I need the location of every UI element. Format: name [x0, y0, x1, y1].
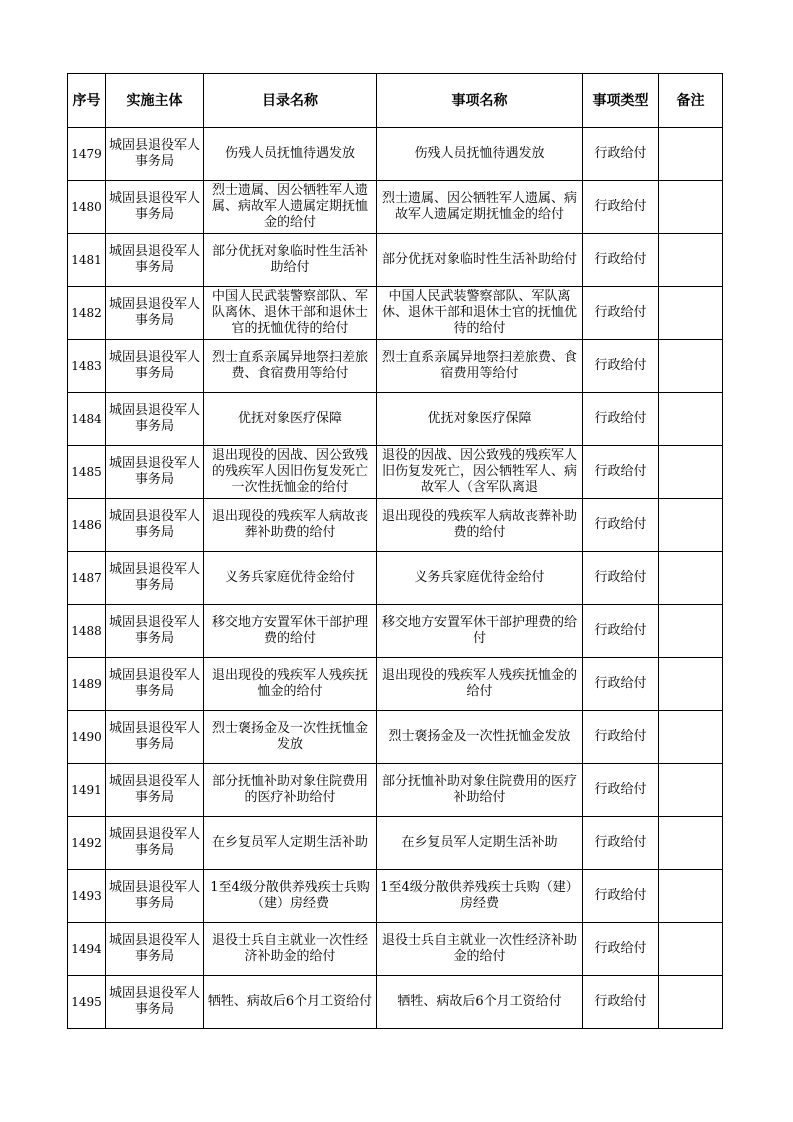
- cell-note: [659, 128, 723, 181]
- table-row: [68, 923, 723, 976]
- cell-catalog-name: [204, 870, 377, 923]
- cell-note: [659, 552, 723, 605]
- cell-note: [659, 499, 723, 552]
- table-row: [68, 552, 723, 605]
- cell-catalog-name: [204, 658, 377, 711]
- cell-subject: [106, 181, 204, 234]
- cell-item-name: [377, 499, 583, 552]
- cell-item-name-text: 退出现役的残疾军人病故丧葬补助费的给付: [381, 509, 577, 540]
- cell-catalog-name-text: 伤残人员抚恤待遇发放: [224, 146, 355, 161]
- cell-subject: [106, 711, 204, 764]
- cell-item-name: [377, 923, 583, 976]
- cell-subject: [106, 234, 204, 287]
- cell-item-name: [377, 340, 583, 393]
- cell-item-type-text: 行政给付: [594, 676, 647, 691]
- cell-item-name: [377, 128, 583, 181]
- cell-index-text: 1480: [71, 200, 102, 214]
- cell-item-type-text: 行政给付: [594, 199, 647, 214]
- cell-subject: [106, 128, 204, 181]
- cell-subject-text: 城固县退役军人事务局: [109, 880, 200, 911]
- cell-index: [68, 287, 106, 340]
- cell-item-name: [377, 764, 583, 817]
- cell-index-text: 1494: [71, 942, 102, 956]
- cell-index-text: 1485: [71, 465, 102, 479]
- cell-catalog-name-text: 退役士兵自主就业一次性经济补助金的给付: [211, 933, 368, 964]
- cell-catalog-name: [204, 181, 377, 234]
- cell-subject: [106, 287, 204, 340]
- cell-item-type: [583, 499, 659, 552]
- cell-note: [659, 976, 723, 1029]
- header-note: 备注: [659, 74, 723, 128]
- cell-subject-text: 城固县退役军人事务局: [109, 138, 200, 169]
- cell-item-name-text: 义务兵家庭优待金给付: [414, 570, 545, 585]
- cell-item-type: [583, 817, 659, 870]
- cell-item-type: [583, 658, 659, 711]
- cell-item-type: [583, 234, 659, 287]
- cell-item-name: [377, 287, 583, 340]
- table-header-row: [68, 74, 723, 128]
- cell-catalog-name: [204, 605, 377, 658]
- cell-item-name-text: 1至4级分散供养残疾士兵购（建）房经费: [380, 880, 579, 911]
- cell-item-type: [583, 393, 659, 446]
- cell-item-name-text: 中国人民武装警察部队、军队离休、退休干部和退休士官的抚恤优待的给付: [381, 289, 577, 336]
- table-row: [68, 340, 723, 393]
- cell-subject: [106, 923, 204, 976]
- cell-note: [659, 393, 723, 446]
- cell-item-type: [583, 870, 659, 923]
- cell-subject-text: 城固县退役军人事务局: [109, 774, 200, 805]
- cell-subject-text: 城固县退役军人事务局: [109, 191, 200, 222]
- cell-index-text: 1481: [71, 253, 102, 267]
- cell-subject: [106, 499, 204, 552]
- cell-item-name-text: 退役的因战、因公致残的残疾军人旧伤复发死亡，因公牺牲军人、病故军人（含军队离退: [381, 448, 577, 495]
- cell-item-type: [583, 181, 659, 234]
- cell-item-name: [377, 446, 583, 499]
- cell-item-type-text: 行政给付: [594, 252, 647, 267]
- cell-subject-text: 城固县退役军人事务局: [109, 562, 200, 593]
- cell-item-name: [377, 605, 583, 658]
- cell-catalog-name: [204, 976, 377, 1029]
- cell-subject: [106, 340, 204, 393]
- cell-item-type-text: 行政给付: [594, 146, 647, 161]
- cell-item-name-text: 优抚对象医疗保障: [427, 411, 532, 426]
- cell-index-text: 1486: [71, 518, 102, 532]
- cell-item-name-text: 伤残人员抚恤待遇发放: [414, 146, 545, 161]
- header-item-type: 事项类型: [583, 74, 659, 128]
- cell-index: [68, 605, 106, 658]
- cell-catalog-name-text: 中国人民武装警察部队、军队离休、退休干部和退休士官的抚恤优待的给付: [211, 289, 368, 336]
- cell-index-text: 1483: [71, 359, 102, 373]
- cell-item-type: [583, 923, 659, 976]
- table-row: [68, 976, 723, 1029]
- cell-index-text: 1479: [71, 147, 102, 161]
- cell-item-name-text: 烈士遗属、因公牺牲军人遗属、病故军人遗属定期抚恤金的给付: [381, 191, 577, 222]
- cell-catalog-name-text: 义务兵家庭优待金给付: [224, 570, 355, 585]
- cell-note: [659, 870, 723, 923]
- catalog-table-container: [67, 73, 722, 1029]
- cell-item-name-text: 移交地方安置军休干部护理费的给付: [381, 615, 577, 646]
- cell-item-type-text: 行政给付: [594, 729, 647, 744]
- cell-item-name: [377, 711, 583, 764]
- cell-item-type: [583, 976, 659, 1029]
- cell-catalog-name-text: 牺牲、病故后6个月工资给付: [207, 994, 373, 1009]
- cell-note: [659, 446, 723, 499]
- cell-item-name: [377, 393, 583, 446]
- cell-note: [659, 658, 723, 711]
- cell-index: [68, 234, 106, 287]
- cell-catalog-name: [204, 234, 377, 287]
- table-body: [68, 128, 723, 1029]
- cell-index: [68, 393, 106, 446]
- cell-index-text: 1482: [71, 306, 102, 320]
- table-row: [68, 181, 723, 234]
- cell-item-type-text: 行政给付: [594, 464, 647, 479]
- cell-item-type: [583, 552, 659, 605]
- cell-item-name-text: 牺牲、病故后6个月工资给付: [397, 994, 562, 1009]
- cell-item-type: [583, 287, 659, 340]
- cell-item-type-text: 行政给付: [594, 623, 647, 638]
- cell-note: [659, 817, 723, 870]
- cell-index-text: 1495: [71, 995, 102, 1009]
- cell-subject: [106, 976, 204, 1029]
- cell-catalog-name: [204, 499, 377, 552]
- cell-catalog-name-text: 移交地方安置军休干部护理费的给付: [211, 615, 368, 646]
- cell-item-type-text: 行政给付: [594, 305, 647, 320]
- cell-index-text: 1492: [71, 836, 102, 850]
- table-row: [68, 446, 723, 499]
- cell-item-type-text: 行政给付: [594, 517, 647, 532]
- cell-note: [659, 711, 723, 764]
- cell-catalog-name-text: 退出现役的因战、因公致残的残疾军人因旧伤复发死亡一次性抚恤金的给付: [211, 448, 368, 495]
- cell-note: [659, 234, 723, 287]
- cell-item-name-text: 部分抚恤补助对象住院费用的医疗补助给付: [381, 774, 577, 805]
- cell-index: [68, 446, 106, 499]
- header-catalog-name: 目录名称: [204, 74, 377, 128]
- cell-index: [68, 658, 106, 711]
- cell-index-text: 1487: [71, 571, 102, 585]
- cell-item-name: [377, 817, 583, 870]
- cell-catalog-name-text: 优抚对象医疗保障: [237, 411, 342, 426]
- table-row: [68, 658, 723, 711]
- cell-index: [68, 340, 106, 393]
- cell-index-text: 1489: [71, 677, 102, 691]
- cell-index-text: 1490: [71, 730, 102, 744]
- cell-catalog-name-text: 在乡复员军人定期生活补助: [211, 835, 368, 850]
- cell-note: [659, 923, 723, 976]
- cell-index: [68, 711, 106, 764]
- cell-index: [68, 128, 106, 181]
- cell-catalog-name-text: 部分优抚对象临时性生活补助给付: [211, 244, 368, 275]
- cell-subject: [106, 552, 204, 605]
- cell-item-type: [583, 764, 659, 817]
- cell-item-type: [583, 711, 659, 764]
- table-row: [68, 870, 723, 923]
- cell-item-name: [377, 658, 583, 711]
- cell-note: [659, 340, 723, 393]
- cell-index: [68, 976, 106, 1029]
- cell-item-type-text: 行政给付: [594, 835, 647, 850]
- cell-catalog-name: [204, 764, 377, 817]
- cell-item-type-text: 行政给付: [594, 411, 647, 426]
- cell-index: [68, 870, 106, 923]
- table-row: [68, 711, 723, 764]
- cell-item-name: [377, 181, 583, 234]
- cell-subject: [106, 605, 204, 658]
- cell-note: [659, 181, 723, 234]
- cell-subject: [106, 393, 204, 446]
- table-row: [68, 128, 723, 181]
- table-row: [68, 817, 723, 870]
- cell-catalog-name-text: 退出现役的残疾军人残疾抚恤金的给付: [211, 668, 368, 699]
- cell-index: [68, 552, 106, 605]
- cell-catalog-name: [204, 817, 377, 870]
- cell-item-type-text: 行政给付: [594, 888, 647, 903]
- cell-note: [659, 605, 723, 658]
- cell-index: [68, 764, 106, 817]
- cell-subject: [106, 870, 204, 923]
- cell-subject: [106, 446, 204, 499]
- cell-item-name-text: 在乡复员军人定期生活补助: [401, 835, 558, 850]
- cell-index: [68, 923, 106, 976]
- cell-subject: [106, 764, 204, 817]
- cell-item-type: [583, 446, 659, 499]
- header-subject: 实施主体: [106, 74, 204, 128]
- cell-subject-text: 城固县退役军人事务局: [109, 456, 200, 487]
- cell-subject-text: 城固县退役军人事务局: [109, 403, 200, 434]
- cell-item-name-text: 烈士褒扬金及一次性抚恤金发放: [388, 729, 571, 744]
- cell-note: [659, 764, 723, 817]
- cell-catalog-name-text: 烈士褒扬金及一次性抚恤金发放: [211, 721, 368, 752]
- cell-item-type: [583, 128, 659, 181]
- cell-item-type-text: 行政给付: [594, 941, 647, 956]
- cell-index: [68, 181, 106, 234]
- cell-subject-text: 城固县退役军人事务局: [109, 986, 200, 1017]
- cell-index: [68, 817, 106, 870]
- cell-index: [68, 499, 106, 552]
- cell-item-name: [377, 870, 583, 923]
- header-item-name: 事项名称: [377, 74, 583, 128]
- cell-subject-text: 城固县退役军人事务局: [109, 827, 200, 858]
- cell-subject-text: 城固县退役军人事务局: [109, 668, 200, 699]
- cell-catalog-name: [204, 446, 377, 499]
- table-row: [68, 605, 723, 658]
- cell-item-type-text: 行政给付: [594, 358, 647, 373]
- table-row: [68, 234, 723, 287]
- cell-item-type-text: 行政给付: [594, 570, 647, 585]
- table-row: [68, 499, 723, 552]
- cell-catalog-name: [204, 923, 377, 976]
- cell-subject: [106, 658, 204, 711]
- table-row: [68, 287, 723, 340]
- cell-item-name-text: 退役士兵自主就业一次性经济补助金的给付: [381, 933, 577, 964]
- cell-note: [659, 287, 723, 340]
- cell-subject-text: 城固县退役军人事务局: [109, 244, 200, 275]
- table-row: [68, 764, 723, 817]
- cell-index-text: 1488: [71, 624, 102, 638]
- cell-subject-text: 城固县退役军人事务局: [109, 933, 200, 964]
- cell-subject-text: 城固县退役军人事务局: [109, 350, 200, 381]
- cell-index-text: 1484: [71, 412, 102, 426]
- cell-item-type: [583, 340, 659, 393]
- cell-index-text: 1491: [71, 783, 102, 797]
- cell-item-name-text: 部分优抚对象临时性生活补助给付: [381, 252, 577, 267]
- cell-catalog-name: [204, 711, 377, 764]
- cell-catalog-name-text: 烈士遗属、因公牺牲军人遗属、病故军人遗属定期抚恤金的给付: [211, 183, 368, 230]
- cell-catalog-name-text: 烈士直系亲属异地祭扫差旅费、食宿费用等给付: [211, 350, 368, 381]
- cell-catalog-name: [204, 128, 377, 181]
- cell-item-type-text: 行政给付: [594, 994, 647, 1009]
- cell-catalog-name: [204, 552, 377, 605]
- cell-catalog-name-text: 退出现役的残疾军人病故丧葬补助费的给付: [211, 509, 368, 540]
- cell-catalog-name-text: 部分抚恤补助对象住院费用的医疗补助给付: [211, 774, 368, 805]
- cell-item-name: [377, 234, 583, 287]
- cell-item-name: [377, 976, 583, 1029]
- catalog-table: [67, 73, 723, 1029]
- cell-catalog-name: [204, 393, 377, 446]
- cell-subject-text: 城固县退役军人事务局: [109, 297, 200, 328]
- cell-catalog-name: [204, 340, 377, 393]
- cell-subject-text: 城固县退役军人事务局: [109, 615, 200, 646]
- header-index: 序号: [68, 74, 106, 128]
- cell-catalog-name-text: 1至4级分散供养残疾士兵购（建）房经费: [210, 880, 370, 911]
- cell-item-name-text: 退出现役的残疾军人残疾抚恤金的给付: [381, 668, 577, 699]
- cell-subject: [106, 817, 204, 870]
- cell-subject-text: 城固县退役军人事务局: [109, 721, 200, 752]
- cell-index-text: 1493: [71, 889, 102, 903]
- cell-item-name-text: 烈士直系亲属异地祭扫差旅费、食宿费用等给付: [381, 350, 577, 381]
- cell-item-type-text: 行政给付: [594, 782, 647, 797]
- table-row: [68, 393, 723, 446]
- cell-subject-text: 城固县退役军人事务局: [109, 509, 200, 540]
- cell-catalog-name: [204, 287, 377, 340]
- cell-item-type: [583, 605, 659, 658]
- cell-item-name: [377, 552, 583, 605]
